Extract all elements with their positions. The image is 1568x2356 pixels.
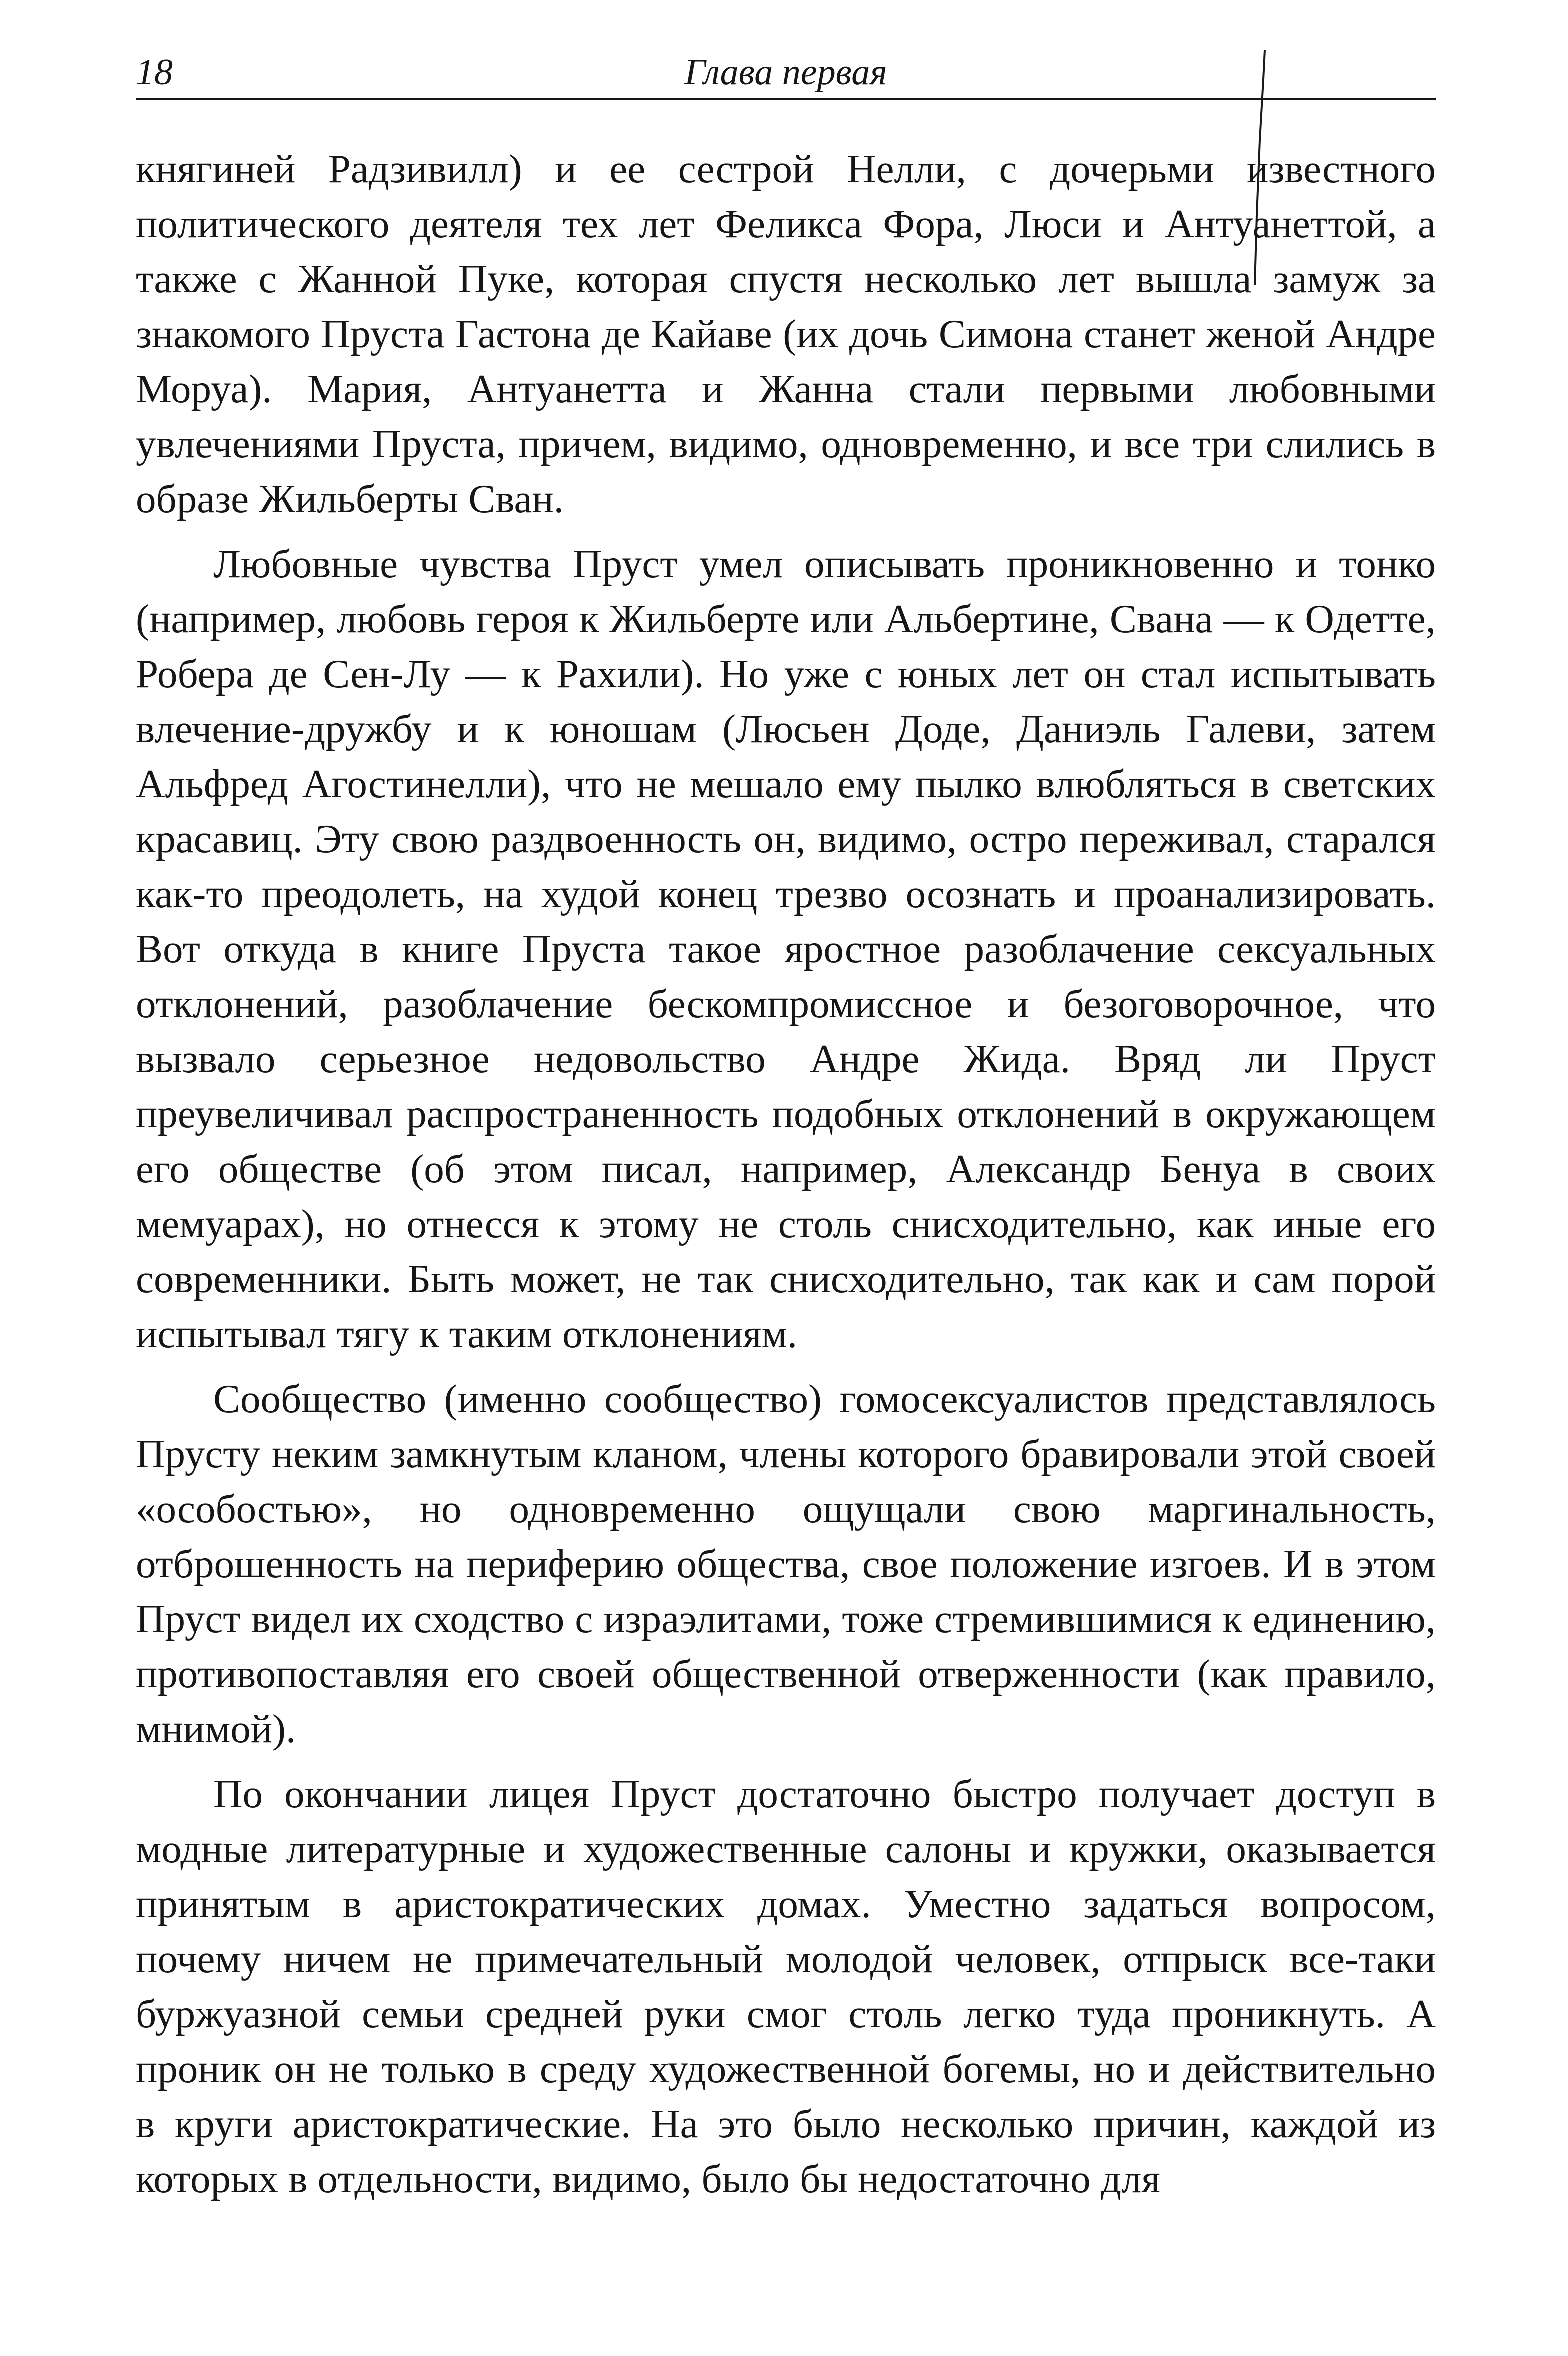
paragraph: Любовные чувства Пруст умел описывать проникновенно и тонко (например, любовь героя к Жильберте или Альбертине, Свана — к Одетте, Робера де Сен-Лу — к Рахили). Но уже с юных лет он стал испытывать влечение-дружбу и к юношам (Люсьен Доде, Даниэль Галеви, затем Альфред Агостинелли), что не мешало ему пылко влюбляться в светских красавиц. Эту свою раздвоенность он, видимо, остро переживал, старался как-то преодолеть, на худой конец трезво осознать и проанализировать. Вот откуда в книге Пруста такое яростное разоблачение сексуальных отклонений, разоблачение бескомпромиссное и безоговорочное, что вызвало серьезное недовольство Андре Жида. Вряд ли Пруст преувеличивал распространенность подобных отклонений в окружающем его обществе (об этом писал, например, Александр Бенуа в своих мемуарах), но отнесся к этому не столь снисходительно, как иные его современники. Быть может, не так снисходительно, так как и сам порой испытывал тягу к таким отклонениям. <box>136 541 1436 1356</box>
page-header <box>136 47 1436 102</box>
paragraph: Сообщество (именно сообщество) гомосексуалистов представлялось Прусту неким замкнутым кланом, члены которого бравировали этой своей «особостью», но одновременно ощущали свою маргинальность, отброшенность на периферию общества, свое положение изгоев. И в этом Пруст видел их сходство с израэлитами, тоже стремившимися к единению, противопоставляя его своей общественной отверженности (как правило, мнимой). <box>136 1376 1436 1751</box>
page-number: 18 <box>136 52 173 93</box>
paragraph: По окончании лицея Пруст достаточно быстро получает доступ в модные литературные и художественные салоны и кружки, оказывается принятым в аристократических домах. Уместно задаться вопросом, почему ничем не примечательный молодой человек, отпрыск все-таки буржуазной семьи средней руки смог столь легко туда проникнуть. А проник он не только в среду художественной богемы, но и действительно в круги аристократические. На это было несколько причин, каждой из которых в отдельности, видимо, было бы недостаточно для <box>136 1771 1436 2201</box>
header-rule <box>136 98 1436 100</box>
paragraph: княгиней Радзивилл) и ее сестрой Нелли, с дочерьми известного политического деятеля тех лет Феликса Фора, Люси и Антуанеттой, а также с Жанной Пуке, которая спустя несколько лет вышла замуж за знакомого Пруста Гастона де Кайаве (их дочь Симона станет женой Андре Моруа). Мария, Антуанетта и Жанна стали первыми любовными увлечениями Пруста, причем, видимо, одновременно, и все три слились в образе Жильберты Сван. <box>136 146 1436 521</box>
running-head: Глава первая <box>684 52 887 93</box>
body-text <box>136 141 1436 2216</box>
